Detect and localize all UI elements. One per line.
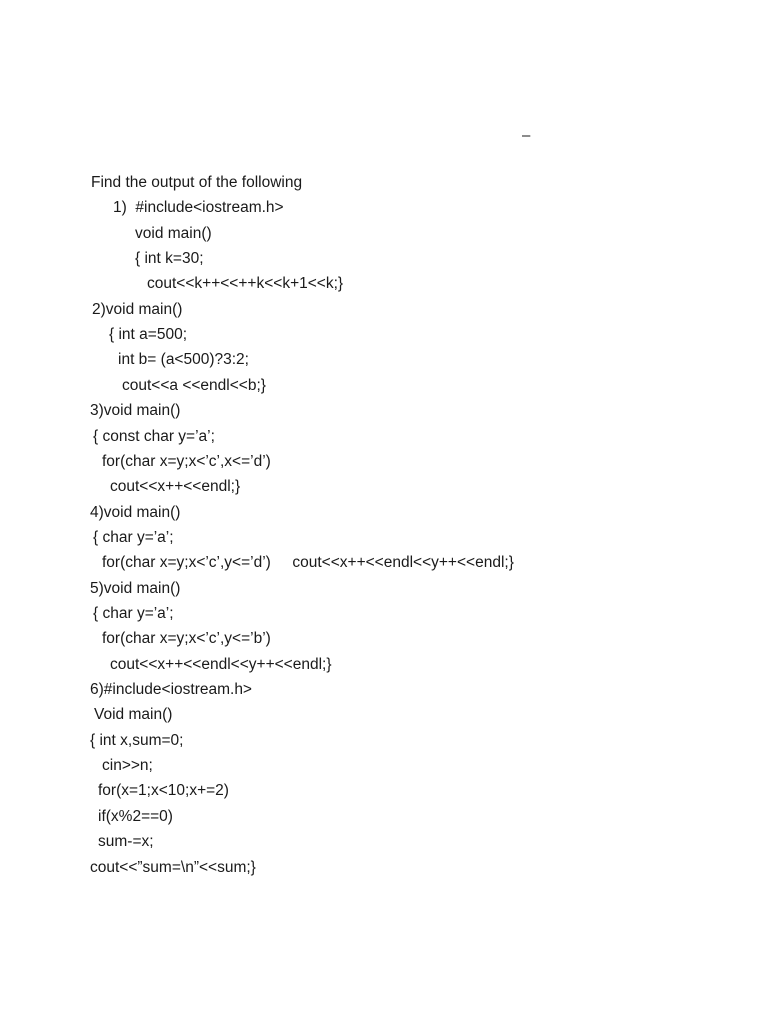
heading-line: Find the output of the following (91, 174, 303, 191)
code-line: if(x%2==0) (98, 808, 173, 825)
code-line: cout<<k++<<++k<<k+1<<k;} (147, 275, 344, 292)
code-line: void main() (135, 225, 212, 242)
code-line: 5)void main() (90, 580, 181, 597)
code-line: 2)void main() (92, 301, 183, 318)
code-line: int b= (a<500)?3:2; (118, 351, 249, 368)
code-line: for(char x=y;x<’c’,x<=’d’) (102, 453, 271, 470)
code-line: for(x=1;x<10;x+=2) (98, 782, 229, 799)
code-line: { char y=’a’; (93, 605, 174, 622)
code-line: { char y=’a’; (93, 529, 174, 546)
code-line: cin>>n; (102, 757, 153, 774)
code-line: { int k=30; (135, 250, 204, 267)
code-line: cout<<x++<<endl<<y++<<endl;} (110, 656, 332, 673)
code-line: 1) #include<iostream.h> (113, 199, 284, 216)
code-line: { int a=500; (109, 326, 187, 343)
code-line: sum-=x; (98, 833, 154, 850)
code-line: { const char y=’a’; (93, 428, 215, 445)
code-line: Void main() (94, 706, 173, 723)
code-line: 6)#include<iostream.h> (90, 681, 252, 698)
code-line: for(char x=y;x<’c’,y<=’d’) cout<<x++<<endl<<y++<<endl;} (102, 554, 514, 571)
code-line: for(char x=y;x<’c’,y<=’b’) (102, 630, 271, 647)
top-mark: – (522, 127, 531, 144)
code-line: cout<<”sum=\n”<<sum;} (90, 859, 256, 876)
code-line: cout<<a <<endl<<b;} (122, 377, 266, 394)
code-line: cout<<x++<<endl;} (110, 478, 241, 495)
code-line: 4)void main() (90, 504, 181, 521)
code-line: { int x,sum=0; (90, 732, 184, 749)
code-line: 3)void main() (90, 402, 181, 419)
